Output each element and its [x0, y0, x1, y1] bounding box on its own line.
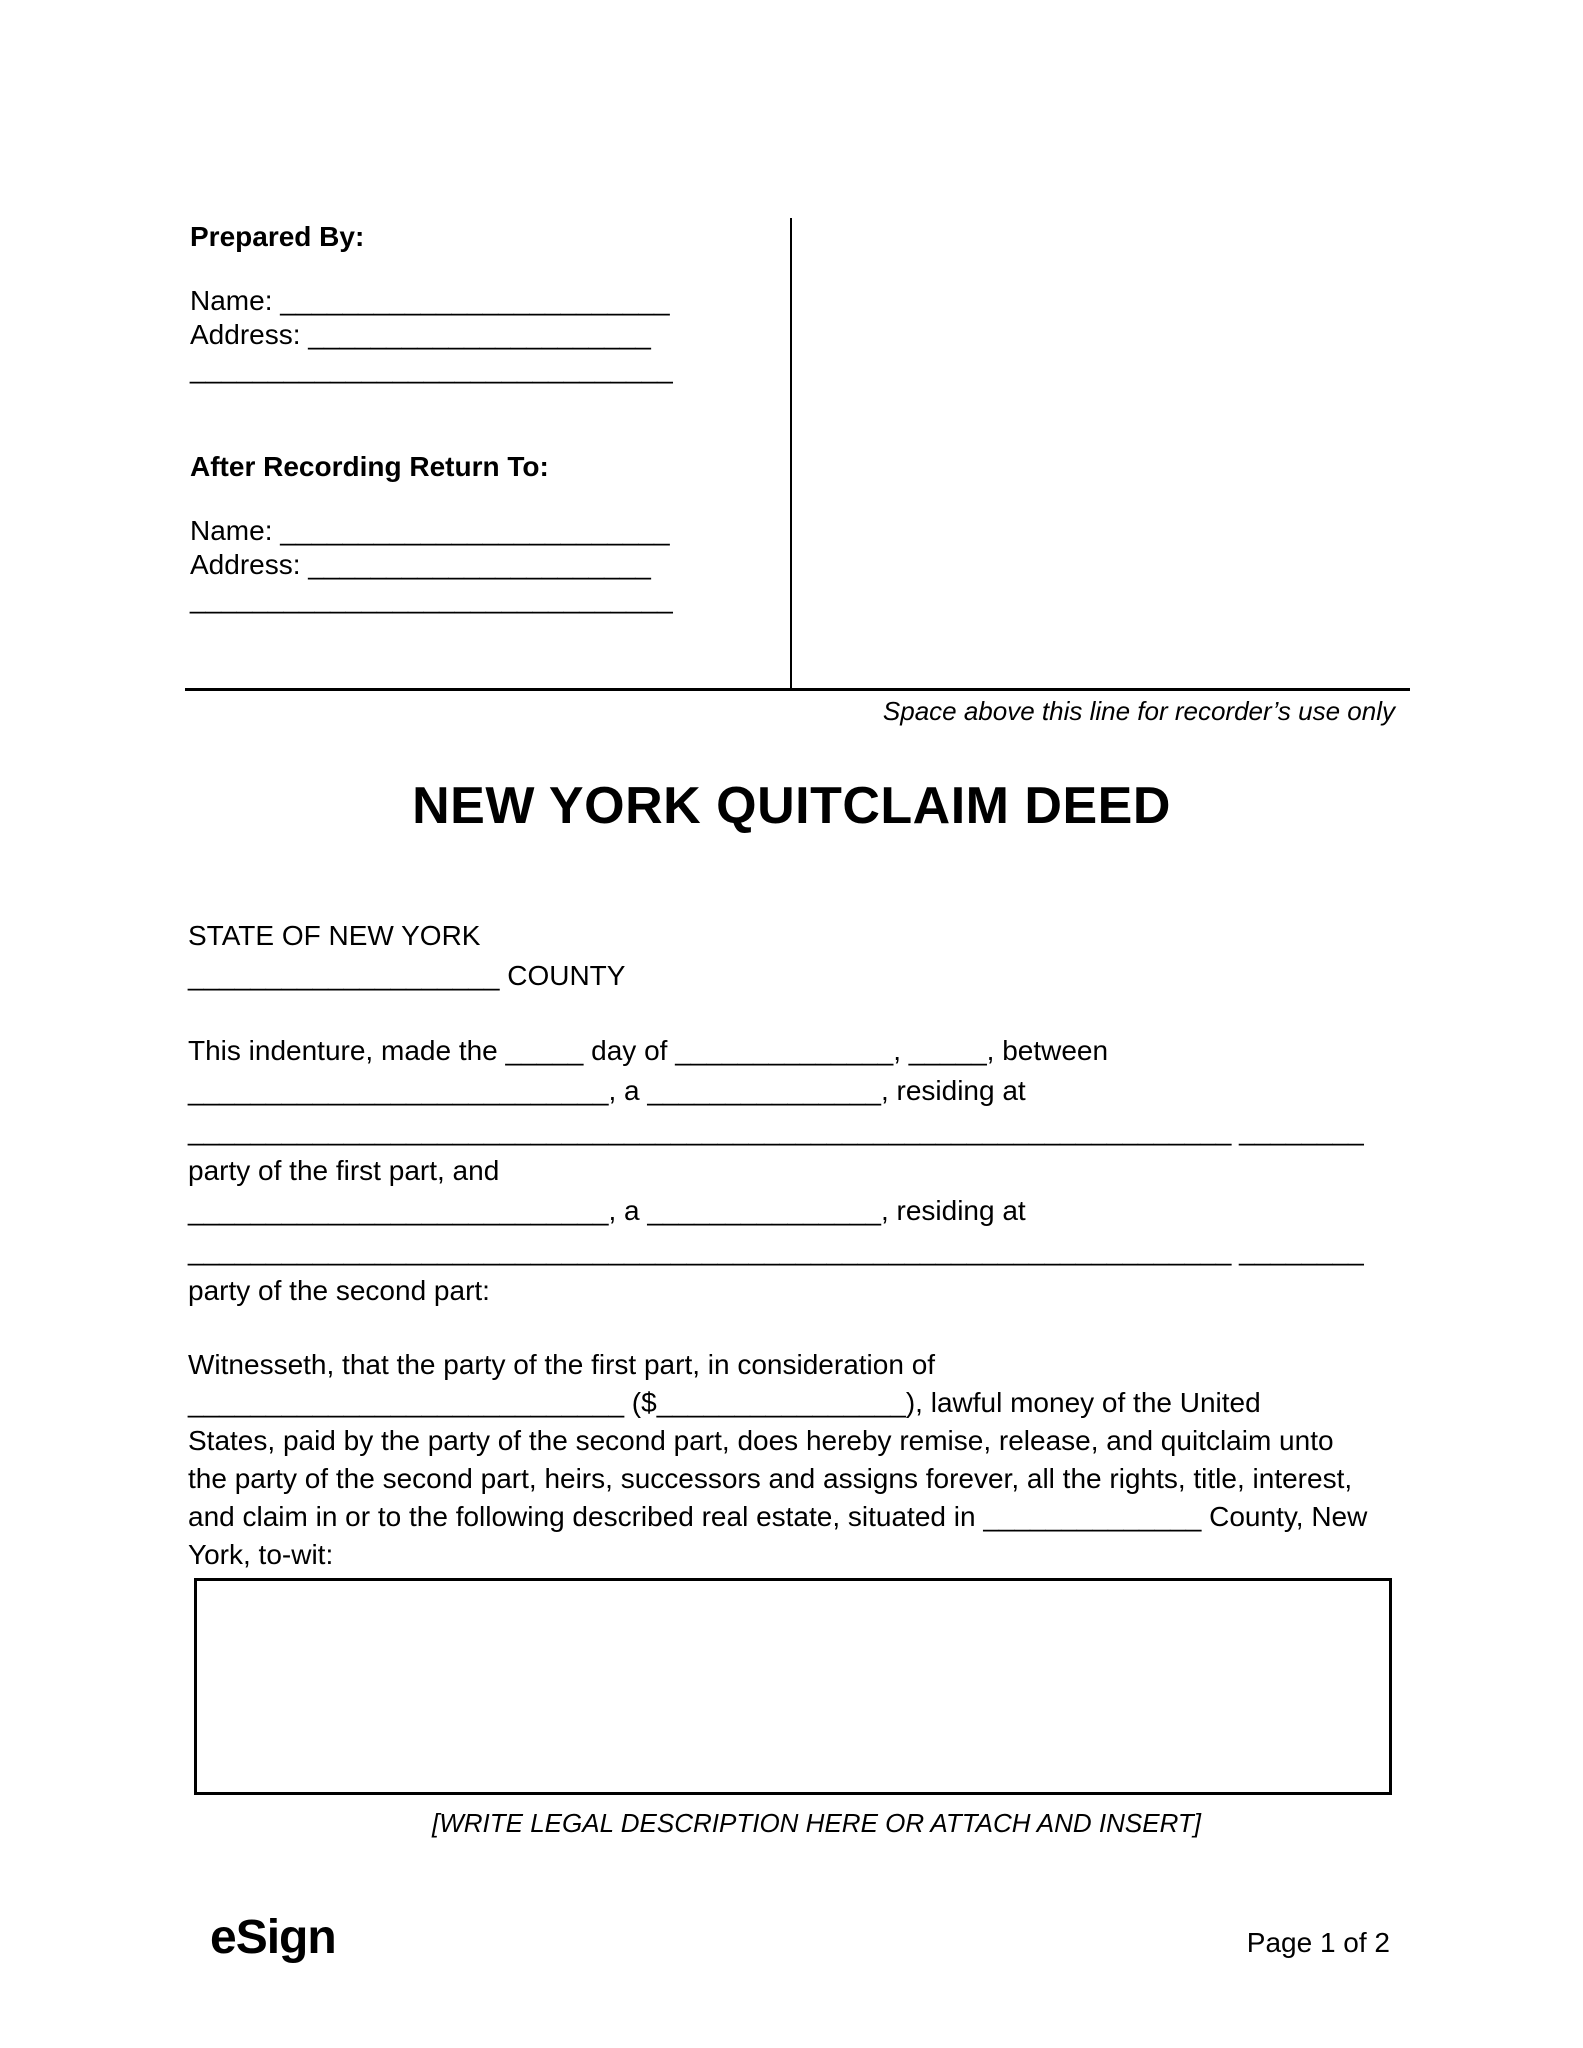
prepared-by-section — [190, 220, 750, 386]
prepared-by-heading: Prepared By: — [190, 221, 365, 252]
recorder-column-divider-line — [790, 218, 792, 689]
return-to-name-line: Name: _________________________ — [190, 515, 670, 546]
return-to-address-line: Address: ______________________ — [190, 549, 651, 580]
indenture-line-2: ___________________________, a _______________, residing at — [188, 1075, 1026, 1106]
indenture-line-3: ___________________________________________________________________ ________ — [188, 1115, 1364, 1146]
legal-description-box — [194, 1578, 1392, 1795]
county-line: ____________________ COUNTY — [188, 960, 626, 991]
return-to-section — [190, 450, 750, 616]
witnesseth-paragraph — [188, 1346, 1367, 1574]
witnesseth-line-5: and claim in or to the following described real estate, situated in ______________ County, New — [188, 1501, 1368, 1532]
witnesseth-line-6: York, to-wit: — [188, 1539, 334, 1570]
document-title: NEW YORK QUITCLAIM DEED — [412, 777, 1171, 835]
prepared-by-address-line: Address: ______________________ — [190, 319, 651, 350]
indenture-paragraph — [188, 1031, 1364, 1311]
indenture-line-7: party of the second part: — [188, 1275, 490, 1306]
indenture-line-5: ___________________________, a _______________, residing at — [188, 1195, 1026, 1226]
witnesseth-line-1: Witnesseth, that the party of the first part, in consideration of — [188, 1349, 936, 1380]
witnesseth-line-4: the party of the second part, heirs, successors and assigns forever, all the rights, title, interest, — [188, 1463, 1353, 1494]
witnesseth-line-3: States, paid by the party of the second part, does hereby remise, release, and quitclaim unto — [188, 1425, 1334, 1456]
page-indicator: Page 1 of 2 — [1246, 1927, 1390, 1958]
prepared-by-extra-line: _______________________________ — [190, 353, 673, 384]
recorder-use-note: Space above this line for recorder’s use only — [882, 696, 1395, 726]
state-line: STATE OF NEW YORK — [188, 920, 481, 951]
prepared-by-name-line: Name: _________________________ — [190, 285, 670, 316]
legal-description-caption: [WRITE LEGAL DESCRIPTION HERE OR ATTACH AND INSERT] — [431, 1808, 1202, 1838]
witnesseth-line-2: ____________________________ ($________________), lawful money of the United — [188, 1387, 1261, 1418]
state-county-block — [188, 916, 625, 996]
recorder-separator-line — [185, 688, 1410, 691]
indenture-line-6: ___________________________________________________________________ ________ — [188, 1235, 1364, 1266]
esign-logo: eSign — [210, 1911, 336, 1964]
indenture-line-4: party of the first part, and — [188, 1155, 500, 1186]
return-to-extra-line: _______________________________ — [190, 583, 673, 614]
return-to-heading: After Recording Return To: — [190, 451, 549, 482]
indenture-line-1: This indenture, made the _____ day of ______________, _____, between — [188, 1035, 1109, 1066]
